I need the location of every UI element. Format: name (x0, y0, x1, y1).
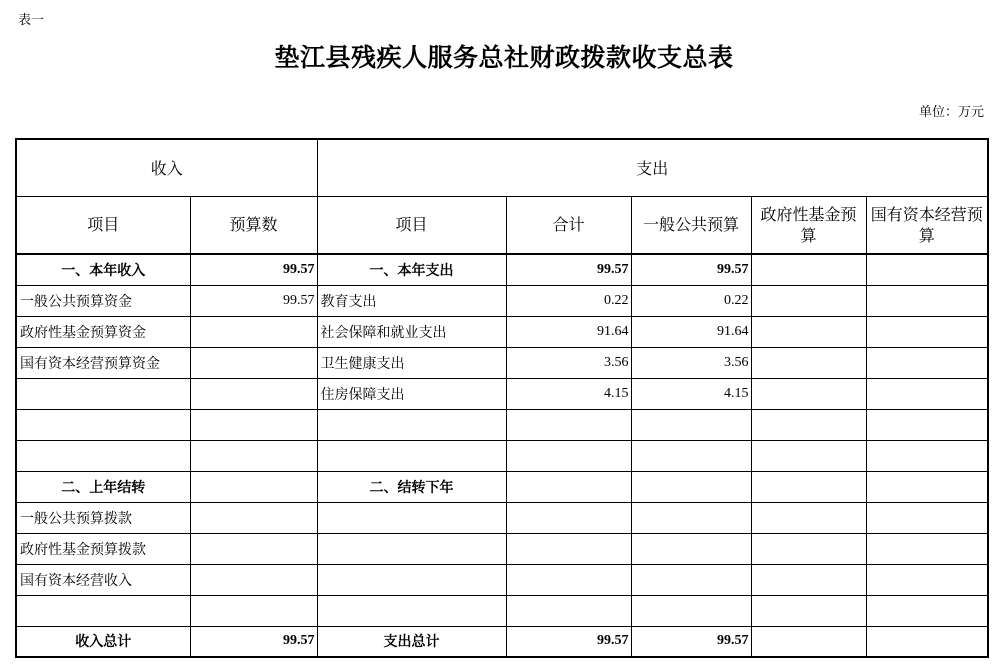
state-capital-cell (866, 595, 988, 626)
gov-fund-cell (751, 533, 866, 564)
expense-total-cell: 91.64 (506, 316, 631, 347)
finance-summary-table (15, 138, 989, 658)
general-budget-cell: 3.56 (631, 347, 751, 378)
state-capital-cell (866, 502, 988, 533)
expense-total-cell: 3.56 (506, 347, 631, 378)
income-total-label: 收入总计 (16, 626, 190, 657)
income-value-cell (190, 502, 317, 533)
income-item-cell: 一般公共预算资金 (16, 285, 190, 316)
general-budget-cell: 99.57 (631, 254, 751, 285)
expense-item-cell (317, 409, 506, 440)
income-value-cell (190, 595, 317, 626)
general-budget-header: 一般公共预算 (631, 196, 751, 254)
income-item-cell (16, 595, 190, 626)
state-capital-cell (866, 564, 988, 595)
expense-item-cell: 教育支出 (317, 285, 506, 316)
gov-fund-budget-header: 政府性基金预算 (751, 196, 866, 254)
general-budget-total: 99.57 (631, 626, 751, 657)
gov-fund-cell (751, 471, 866, 502)
table-row (16, 533, 988, 564)
income-value-cell (190, 471, 317, 502)
expense-total-cell (506, 564, 631, 595)
state-capital-cell (866, 378, 988, 409)
expense-item-cell: 一、本年支出 (317, 254, 506, 285)
general-budget-cell: 91.64 (631, 316, 751, 347)
income-value-cell (190, 409, 317, 440)
expense-item-cell (317, 564, 506, 595)
unit-label: 单位：万元 (918, 105, 984, 120)
totals-row (16, 626, 988, 657)
expense-total-label: 支出总计 (317, 626, 506, 657)
expense-total-cell: 99.57 (506, 254, 631, 285)
table-row (16, 409, 988, 440)
state-capital-cell (866, 316, 988, 347)
income-item-cell: 国有资本经营收入 (16, 564, 190, 595)
income-item-cell: 一、本年收入 (16, 254, 190, 285)
income-item-cell: 国有资本经营预算资金 (16, 347, 190, 378)
expense-item-cell: 社会保障和就业支出 (317, 316, 506, 347)
income-value-cell (190, 316, 317, 347)
general-budget-cell (631, 502, 751, 533)
income-item-cell (16, 378, 190, 409)
general-budget-cell (631, 409, 751, 440)
expense-item-cell: 二、结转下年 (317, 471, 506, 502)
general-budget-cell (631, 440, 751, 471)
expense-item-cell (317, 533, 506, 564)
gov-fund-cell (751, 347, 866, 378)
general-budget-cell (631, 471, 751, 502)
expense-total-cell (506, 471, 631, 502)
header-row-columns (16, 196, 988, 254)
table-row (16, 347, 988, 378)
general-budget-cell: 4.15 (631, 378, 751, 409)
expense-total-cell (506, 595, 631, 626)
income-budget-header: 预算数 (190, 196, 317, 254)
expense-item-cell (317, 502, 506, 533)
expense-total-cell (506, 502, 631, 533)
gov-fund-cell (751, 564, 866, 595)
expense-item-cell: 卫生健康支出 (317, 347, 506, 378)
gov-fund-cell (751, 440, 866, 471)
expense-item-cell (317, 595, 506, 626)
general-budget-cell (631, 595, 751, 626)
header-row-groups (16, 139, 988, 196)
expense-total-value: 99.57 (506, 626, 631, 657)
income-value-cell (190, 533, 317, 564)
table-row (16, 440, 988, 471)
income-group-header: 收入 (16, 139, 317, 196)
table-row (16, 378, 988, 409)
general-budget-cell (631, 564, 751, 595)
expense-total-cell (506, 533, 631, 564)
gov-fund-total (751, 626, 866, 657)
gov-fund-cell (751, 316, 866, 347)
income-value-cell: 99.57 (190, 285, 317, 316)
table-row (16, 471, 988, 502)
expense-total-header: 合计 (506, 196, 631, 254)
income-item-cell: 政府性基金预算拨款 (16, 533, 190, 564)
gov-fund-cell (751, 409, 866, 440)
general-budget-cell (631, 533, 751, 564)
expense-item-cell (317, 440, 506, 471)
table-row (16, 502, 988, 533)
expense-item-header: 项目 (317, 196, 506, 254)
state-capital-cell (866, 533, 988, 564)
state-capital-total (866, 626, 988, 657)
income-item-cell: 一般公共预算拨款 (16, 502, 190, 533)
expense-total-cell (506, 440, 631, 471)
expense-total-cell: 0.22 (506, 285, 631, 316)
state-capital-cell (866, 471, 988, 502)
gov-fund-cell (751, 254, 866, 285)
state-capital-cell (866, 347, 988, 378)
gov-fund-cell (751, 502, 866, 533)
expense-total-cell: 4.15 (506, 378, 631, 409)
gov-fund-cell (751, 285, 866, 316)
gov-fund-cell (751, 378, 866, 409)
income-value-cell (190, 564, 317, 595)
gov-fund-cell (751, 595, 866, 626)
income-item-cell (16, 440, 190, 471)
table-row (16, 316, 988, 347)
table-row (16, 254, 988, 285)
document-label: 表一 (18, 13, 45, 28)
income-value-cell (190, 347, 317, 378)
expense-item-cell: 住房保障支出 (317, 378, 506, 409)
state-capital-cell (866, 409, 988, 440)
expense-group-header: 支出 (317, 139, 988, 196)
table-row (16, 564, 988, 595)
income-value-cell: 99.57 (190, 254, 317, 285)
state-capital-cell (866, 254, 988, 285)
state-capital-cell (866, 285, 988, 316)
income-value-cell (190, 440, 317, 471)
income-item-header: 项目 (16, 196, 190, 254)
income-value-cell (190, 378, 317, 409)
expense-total-cell (506, 409, 631, 440)
general-budget-cell: 0.22 (631, 285, 751, 316)
income-item-cell: 二、上年结转 (16, 471, 190, 502)
page-title: 垫江县残疾人服务总社财政拨款收支总表 (274, 43, 734, 72)
table-row (16, 595, 988, 626)
table-row (16, 285, 988, 316)
income-item-cell: 政府性基金预算资金 (16, 316, 190, 347)
income-item-cell (16, 409, 190, 440)
state-capital-cell (866, 440, 988, 471)
state-capital-budget-header: 国有资本经营预算 (866, 196, 988, 254)
income-total-value: 99.57 (190, 626, 317, 657)
